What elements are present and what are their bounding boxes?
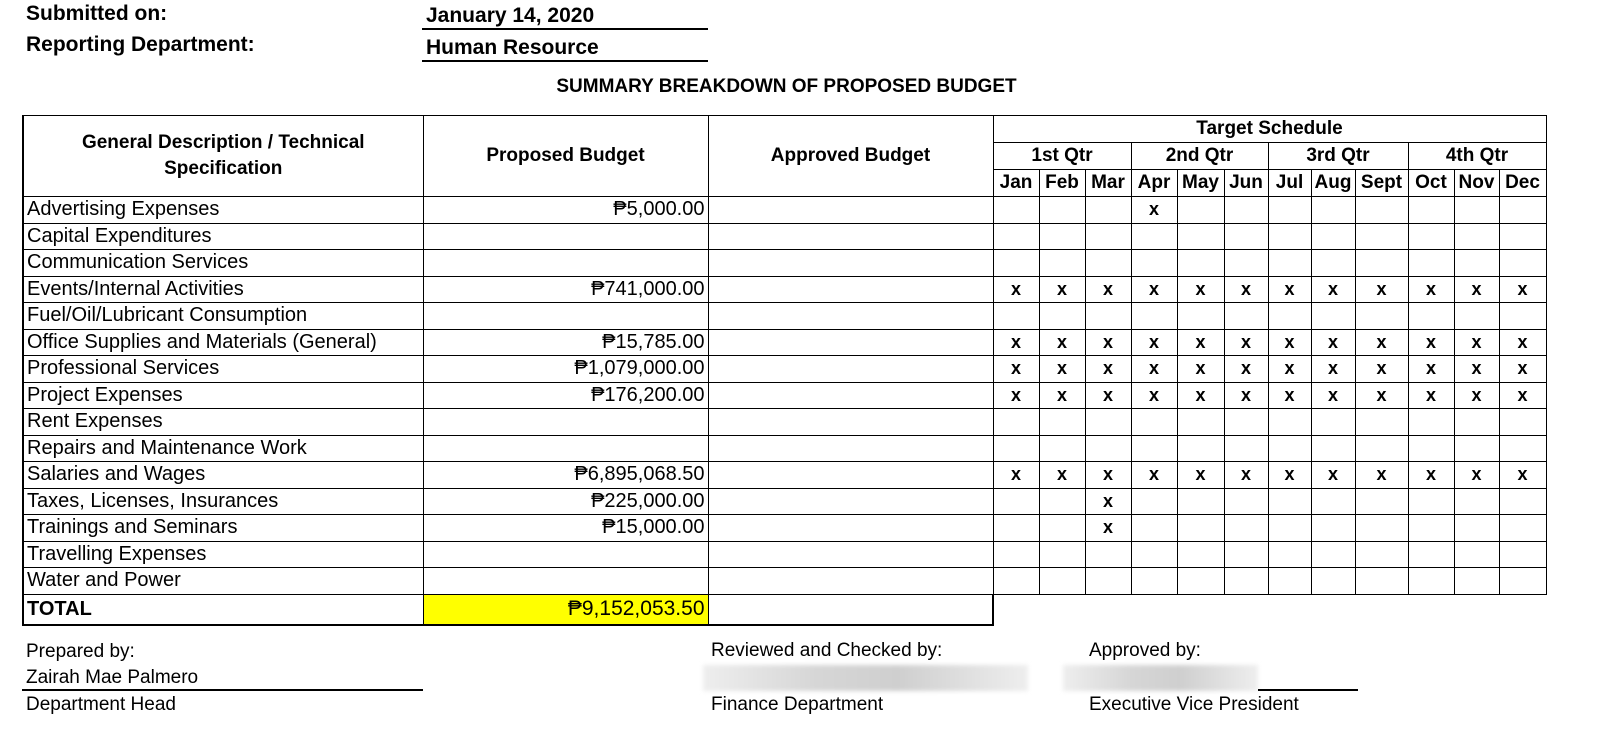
- schedule-cell: [1454, 197, 1499, 224]
- table-row: [23, 303, 1546, 330]
- schedule-cell: [1454, 303, 1499, 330]
- schedule-cell: x: [1268, 382, 1311, 409]
- schedule-cell: x: [1408, 382, 1454, 409]
- row-description: Fuel/Oil/Lubricant Consumption: [23, 303, 423, 330]
- quarter-header: 1st Qtr: [993, 143, 1131, 170]
- col-header-description: General Description / Technical Specification: [23, 116, 423, 197]
- schedule-cell: [1177, 541, 1224, 568]
- schedule-cell: [1224, 409, 1268, 436]
- schedule-cell: [1039, 515, 1085, 542]
- schedule-cell: x: [1311, 356, 1355, 383]
- schedule-cell: [1039, 409, 1085, 436]
- col-header-proposed: Proposed Budget: [423, 116, 708, 197]
- schedule-cell: [1499, 568, 1546, 595]
- schedule-cell: x: [1499, 356, 1546, 383]
- schedule-cell: x: [1355, 382, 1408, 409]
- department-label: Reporting Department:: [26, 33, 255, 56]
- schedule-cell: [1131, 488, 1177, 515]
- table-row: [23, 197, 1546, 224]
- schedule-cell: [993, 223, 1039, 250]
- schedule-cell: x: [993, 462, 1039, 489]
- row-description: Travelling Expenses: [23, 541, 423, 568]
- schedule-cell: x: [1131, 382, 1177, 409]
- schedule-cell: [993, 303, 1039, 330]
- row-proposed-budget: [423, 435, 708, 462]
- schedule-cell: x: [1408, 356, 1454, 383]
- month-header: Apr: [1131, 170, 1177, 197]
- row-proposed-budget: ₱6,895,068.50: [423, 462, 708, 489]
- schedule-cell: x: [1039, 276, 1085, 303]
- row-proposed-budget: [423, 303, 708, 330]
- prepared-title: Department Head: [26, 694, 176, 715]
- row-description: Taxes, Licenses, Insurances: [23, 488, 423, 515]
- table-row: [23, 382, 1546, 409]
- schedule-cell: [1224, 435, 1268, 462]
- table-row: [23, 409, 1546, 436]
- schedule-cell: x: [1408, 462, 1454, 489]
- schedule-cell: [1355, 303, 1408, 330]
- schedule-cell: x: [1131, 197, 1177, 224]
- schedule-cell: [1268, 223, 1311, 250]
- schedule-cell: [1268, 435, 1311, 462]
- approved-signature-redacted: [1063, 665, 1258, 691]
- department-value: Human Resource: [422, 33, 708, 62]
- month-header: Dec: [1499, 170, 1546, 197]
- row-description: Capital Expenditures: [23, 223, 423, 250]
- schedule-cell: x: [1224, 356, 1268, 383]
- table-row: [23, 223, 1546, 250]
- schedule-cell: [1268, 541, 1311, 568]
- schedule-cell: [1454, 568, 1499, 595]
- month-header: Feb: [1039, 170, 1085, 197]
- schedule-cell: [1408, 409, 1454, 436]
- schedule-cell: [993, 409, 1039, 436]
- schedule-cell: x: [1039, 356, 1085, 383]
- month-header: Nov: [1454, 170, 1499, 197]
- schedule-cell: [1408, 435, 1454, 462]
- prepared-label: Prepared by:: [26, 641, 135, 662]
- month-header: Mar: [1085, 170, 1131, 197]
- month-header: Jul: [1268, 170, 1311, 197]
- schedule-cell: [1311, 515, 1355, 542]
- schedule-cell: [1408, 568, 1454, 595]
- row-approved-budget: [708, 462, 993, 489]
- schedule-cell: [1499, 488, 1546, 515]
- schedule-cell: [1311, 409, 1355, 436]
- schedule-cell: [1454, 435, 1499, 462]
- schedule-cell: [1131, 223, 1177, 250]
- schedule-cell: [1224, 223, 1268, 250]
- schedule-cell: x: [1177, 356, 1224, 383]
- row-proposed-budget: [423, 568, 708, 595]
- schedule-cell: [1268, 197, 1311, 224]
- row-proposed-budget: [423, 223, 708, 250]
- schedule-cell: x: [1085, 276, 1131, 303]
- schedule-cell: [1355, 488, 1408, 515]
- table-row: [23, 276, 1546, 303]
- schedule-cell: x: [1039, 462, 1085, 489]
- schedule-cell: [993, 488, 1039, 515]
- schedule-cell: [1355, 515, 1408, 542]
- schedule-cell: [1039, 541, 1085, 568]
- schedule-cell: [1224, 515, 1268, 542]
- schedule-cell: [1454, 515, 1499, 542]
- schedule-cell: [1177, 303, 1224, 330]
- quarter-header: 4th Qtr: [1408, 143, 1546, 170]
- schedule-cell: [1454, 541, 1499, 568]
- schedule-cell: [1085, 409, 1131, 436]
- schedule-cell: [1268, 568, 1311, 595]
- row-proposed-budget: [423, 250, 708, 277]
- row-proposed-budget: [423, 409, 708, 436]
- row-approved-budget: [708, 488, 993, 515]
- schedule-cell: [1268, 250, 1311, 277]
- schedule-cell: x: [1177, 462, 1224, 489]
- schedule-cell: x: [993, 276, 1039, 303]
- schedule-cell: x: [1268, 356, 1311, 383]
- schedule-cell: x: [1224, 462, 1268, 489]
- schedule-cell: [1311, 568, 1355, 595]
- quarter-header: 3rd Qtr: [1268, 143, 1408, 170]
- month-header: Aug: [1311, 170, 1355, 197]
- table-row: [23, 488, 1546, 515]
- schedule-cell: [1131, 409, 1177, 436]
- schedule-cell: x: [1454, 462, 1499, 489]
- schedule-cell: [1085, 223, 1131, 250]
- schedule-cell: [1085, 435, 1131, 462]
- row-approved-budget: [708, 541, 993, 568]
- row-approved-budget: [708, 250, 993, 277]
- schedule-cell: [1454, 223, 1499, 250]
- schedule-cell: [1355, 541, 1408, 568]
- prepared-name: Zairah Mae Palmero: [26, 667, 199, 688]
- submitted-label: Submitted on:: [26, 2, 168, 25]
- row-proposed-budget: ₱1,079,000.00: [423, 356, 708, 383]
- schedule-cell: x: [1039, 382, 1085, 409]
- schedule-cell: [1355, 250, 1408, 277]
- row-approved-budget: [708, 356, 993, 383]
- schedule-cell: [1311, 435, 1355, 462]
- schedule-cell: [1131, 541, 1177, 568]
- schedule-cell: [1177, 488, 1224, 515]
- schedule-cell: x: [993, 382, 1039, 409]
- approved-signature-line: [1258, 689, 1358, 691]
- schedule-cell: x: [993, 329, 1039, 356]
- month-header: May: [1177, 170, 1224, 197]
- table-row: [23, 541, 1546, 568]
- reviewed-title: Finance Department: [711, 694, 884, 715]
- table-row: [23, 515, 1546, 542]
- schedule-cell: [1408, 515, 1454, 542]
- schedule-cell: x: [1408, 276, 1454, 303]
- schedule-cell: [1085, 250, 1131, 277]
- schedule-cell: [993, 250, 1039, 277]
- table-row: [23, 462, 1546, 489]
- schedule-cell: x: [1039, 329, 1085, 356]
- schedule-cell: [1085, 197, 1131, 224]
- target-schedule-header: Target Schedule: [993, 116, 1546, 143]
- schedule-cell: [1268, 303, 1311, 330]
- schedule-cell: [1177, 515, 1224, 542]
- row-description: Rent Expenses: [23, 409, 423, 436]
- schedule-cell: [1408, 250, 1454, 277]
- schedule-cell: [1224, 488, 1268, 515]
- schedule-cell: [1355, 197, 1408, 224]
- schedule-cell: x: [1454, 382, 1499, 409]
- schedule-cell: [1177, 223, 1224, 250]
- row-description: Professional Services: [23, 356, 423, 383]
- schedule-cell: x: [1085, 382, 1131, 409]
- schedule-cell: x: [1085, 488, 1131, 515]
- submitted-value: January 14, 2020: [422, 1, 708, 30]
- prepared-signature-line: [22, 689, 423, 691]
- schedule-cell: x: [1311, 462, 1355, 489]
- schedule-cell: x: [1311, 329, 1355, 356]
- schedule-cell: [1085, 568, 1131, 595]
- schedule-cell: x: [1499, 382, 1546, 409]
- table-row: [23, 356, 1546, 383]
- schedule-cell: [1039, 197, 1085, 224]
- schedule-cell: [1499, 541, 1546, 568]
- schedule-cell: [1039, 223, 1085, 250]
- month-header: Sept: [1355, 170, 1408, 197]
- schedule-cell: x: [993, 356, 1039, 383]
- schedule-cell: [1224, 541, 1268, 568]
- row-description: Project Expenses: [23, 382, 423, 409]
- schedule-cell: x: [1131, 329, 1177, 356]
- table-row: [23, 250, 1546, 277]
- table-row: [23, 435, 1546, 462]
- schedule-cell: x: [1177, 382, 1224, 409]
- schedule-cell: [1454, 409, 1499, 436]
- total-row-spacer: [993, 594, 1546, 625]
- schedule-cell: [1177, 568, 1224, 595]
- schedule-cell: x: [1499, 462, 1546, 489]
- page-title: SUMMARY BREAKDOWN OF PROPOSED BUDGET: [556, 76, 1017, 97]
- row-approved-budget: [708, 435, 993, 462]
- row-description: Trainings and Seminars: [23, 515, 423, 542]
- schedule-cell: x: [1311, 382, 1355, 409]
- schedule-cell: [1177, 197, 1224, 224]
- schedule-cell: [1268, 488, 1311, 515]
- row-approved-budget: [708, 329, 993, 356]
- schedule-cell: [1311, 223, 1355, 250]
- row-description: Water and Power: [23, 568, 423, 595]
- table-row: [23, 329, 1546, 356]
- col-header-approved: Approved Budget: [708, 116, 993, 197]
- schedule-cell: x: [1355, 356, 1408, 383]
- row-approved-budget: [708, 223, 993, 250]
- schedule-cell: [1311, 541, 1355, 568]
- schedule-cell: [1131, 515, 1177, 542]
- schedule-cell: x: [1268, 329, 1311, 356]
- schedule-cell: [1355, 568, 1408, 595]
- schedule-cell: x: [1177, 276, 1224, 303]
- schedule-cell: [1454, 488, 1499, 515]
- budget-table: [22, 115, 1547, 626]
- schedule-cell: x: [1454, 276, 1499, 303]
- schedule-cell: x: [1085, 462, 1131, 489]
- schedule-cell: x: [1454, 329, 1499, 356]
- schedule-cell: [1499, 409, 1546, 436]
- schedule-cell: x: [1131, 276, 1177, 303]
- row-description: Communication Services: [23, 250, 423, 277]
- schedule-cell: [1131, 568, 1177, 595]
- schedule-cell: [1039, 435, 1085, 462]
- row-proposed-budget: [423, 541, 708, 568]
- schedule-cell: [1039, 568, 1085, 595]
- schedule-cell: [1131, 250, 1177, 277]
- schedule-cell: [1085, 541, 1131, 568]
- schedule-cell: [1499, 250, 1546, 277]
- schedule-cell: x: [1499, 276, 1546, 303]
- row-approved-budget: [708, 276, 993, 303]
- schedule-cell: [1224, 250, 1268, 277]
- approved-title: Executive Vice President: [1089, 694, 1299, 715]
- row-description: Events/Internal Activities: [23, 276, 423, 303]
- reviewed-signature-redacted: [703, 665, 1028, 691]
- schedule-cell: [1131, 435, 1177, 462]
- reviewed-label: Reviewed and Checked by:: [711, 640, 943, 661]
- row-approved-budget: [708, 568, 993, 595]
- schedule-cell: x: [1499, 329, 1546, 356]
- schedule-cell: x: [1131, 462, 1177, 489]
- schedule-cell: [1311, 250, 1355, 277]
- schedule-cell: [993, 568, 1039, 595]
- table-row: [23, 568, 1546, 595]
- schedule-cell: x: [1224, 276, 1268, 303]
- schedule-cell: [1355, 435, 1408, 462]
- schedule-cell: x: [1131, 356, 1177, 383]
- schedule-cell: [1499, 223, 1546, 250]
- schedule-cell: x: [1355, 462, 1408, 489]
- schedule-cell: [1311, 197, 1355, 224]
- schedule-cell: [1499, 303, 1546, 330]
- total-approved: [708, 594, 993, 625]
- schedule-cell: [1177, 250, 1224, 277]
- schedule-cell: [1311, 303, 1355, 330]
- schedule-cell: [993, 541, 1039, 568]
- schedule-cell: x: [1355, 276, 1408, 303]
- schedule-cell: [1177, 435, 1224, 462]
- approved-label: Approved by:: [1089, 640, 1201, 661]
- schedule-cell: [1039, 250, 1085, 277]
- schedule-cell: [1224, 197, 1268, 224]
- row-description: Office Supplies and Materials (General): [23, 329, 423, 356]
- schedule-cell: [1131, 303, 1177, 330]
- schedule-cell: [1268, 515, 1311, 542]
- schedule-cell: [1499, 515, 1546, 542]
- row-proposed-budget: ₱741,000.00: [423, 276, 708, 303]
- schedule-cell: [993, 435, 1039, 462]
- schedule-cell: [993, 515, 1039, 542]
- schedule-cell: x: [1085, 356, 1131, 383]
- total-label: TOTAL: [23, 594, 423, 625]
- schedule-cell: [1039, 303, 1085, 330]
- schedule-cell: [1408, 488, 1454, 515]
- schedule-cell: [1039, 488, 1085, 515]
- row-proposed-budget: ₱225,000.00: [423, 488, 708, 515]
- month-header: Jan: [993, 170, 1039, 197]
- schedule-cell: [1224, 303, 1268, 330]
- row-proposed-budget: ₱176,200.00: [423, 382, 708, 409]
- schedule-cell: x: [1085, 515, 1131, 542]
- schedule-cell: x: [1311, 276, 1355, 303]
- schedule-cell: [1454, 250, 1499, 277]
- schedule-cell: [993, 197, 1039, 224]
- row-approved-budget: [708, 515, 993, 542]
- schedule-cell: [1177, 409, 1224, 436]
- month-header: Oct: [1408, 170, 1454, 197]
- schedule-cell: [1408, 541, 1454, 568]
- schedule-cell: [1499, 435, 1546, 462]
- schedule-cell: x: [1454, 356, 1499, 383]
- schedule-cell: x: [1177, 329, 1224, 356]
- row-approved-budget: [708, 303, 993, 330]
- schedule-cell: [1408, 303, 1454, 330]
- schedule-cell: [1355, 409, 1408, 436]
- row-proposed-budget: ₱5,000.00: [423, 197, 708, 224]
- row-description: Salaries and Wages: [23, 462, 423, 489]
- schedule-cell: x: [1268, 462, 1311, 489]
- schedule-cell: [1408, 223, 1454, 250]
- row-approved-budget: [708, 197, 993, 224]
- row-description: Repairs and Maintenance Work: [23, 435, 423, 462]
- total-proposed: ₱9,152,053.50: [423, 594, 708, 625]
- schedule-cell: x: [1268, 276, 1311, 303]
- schedule-cell: x: [1355, 329, 1408, 356]
- schedule-cell: [1355, 223, 1408, 250]
- schedule-cell: [1224, 568, 1268, 595]
- schedule-cell: x: [1085, 329, 1131, 356]
- quarter-header: 2nd Qtr: [1131, 143, 1268, 170]
- schedule-cell: x: [1408, 329, 1454, 356]
- row-approved-budget: [708, 382, 993, 409]
- schedule-cell: [1268, 409, 1311, 436]
- row-proposed-budget: ₱15,000.00: [423, 515, 708, 542]
- schedule-cell: x: [1224, 382, 1268, 409]
- schedule-cell: [1499, 197, 1546, 224]
- row-proposed-budget: ₱15,785.00: [423, 329, 708, 356]
- row-description: Advertising Expenses: [23, 197, 423, 224]
- row-approved-budget: [708, 409, 993, 436]
- month-header: Jun: [1224, 170, 1268, 197]
- schedule-cell: [1311, 488, 1355, 515]
- schedule-cell: [1408, 197, 1454, 224]
- schedule-cell: [1085, 303, 1131, 330]
- schedule-cell: x: [1224, 329, 1268, 356]
